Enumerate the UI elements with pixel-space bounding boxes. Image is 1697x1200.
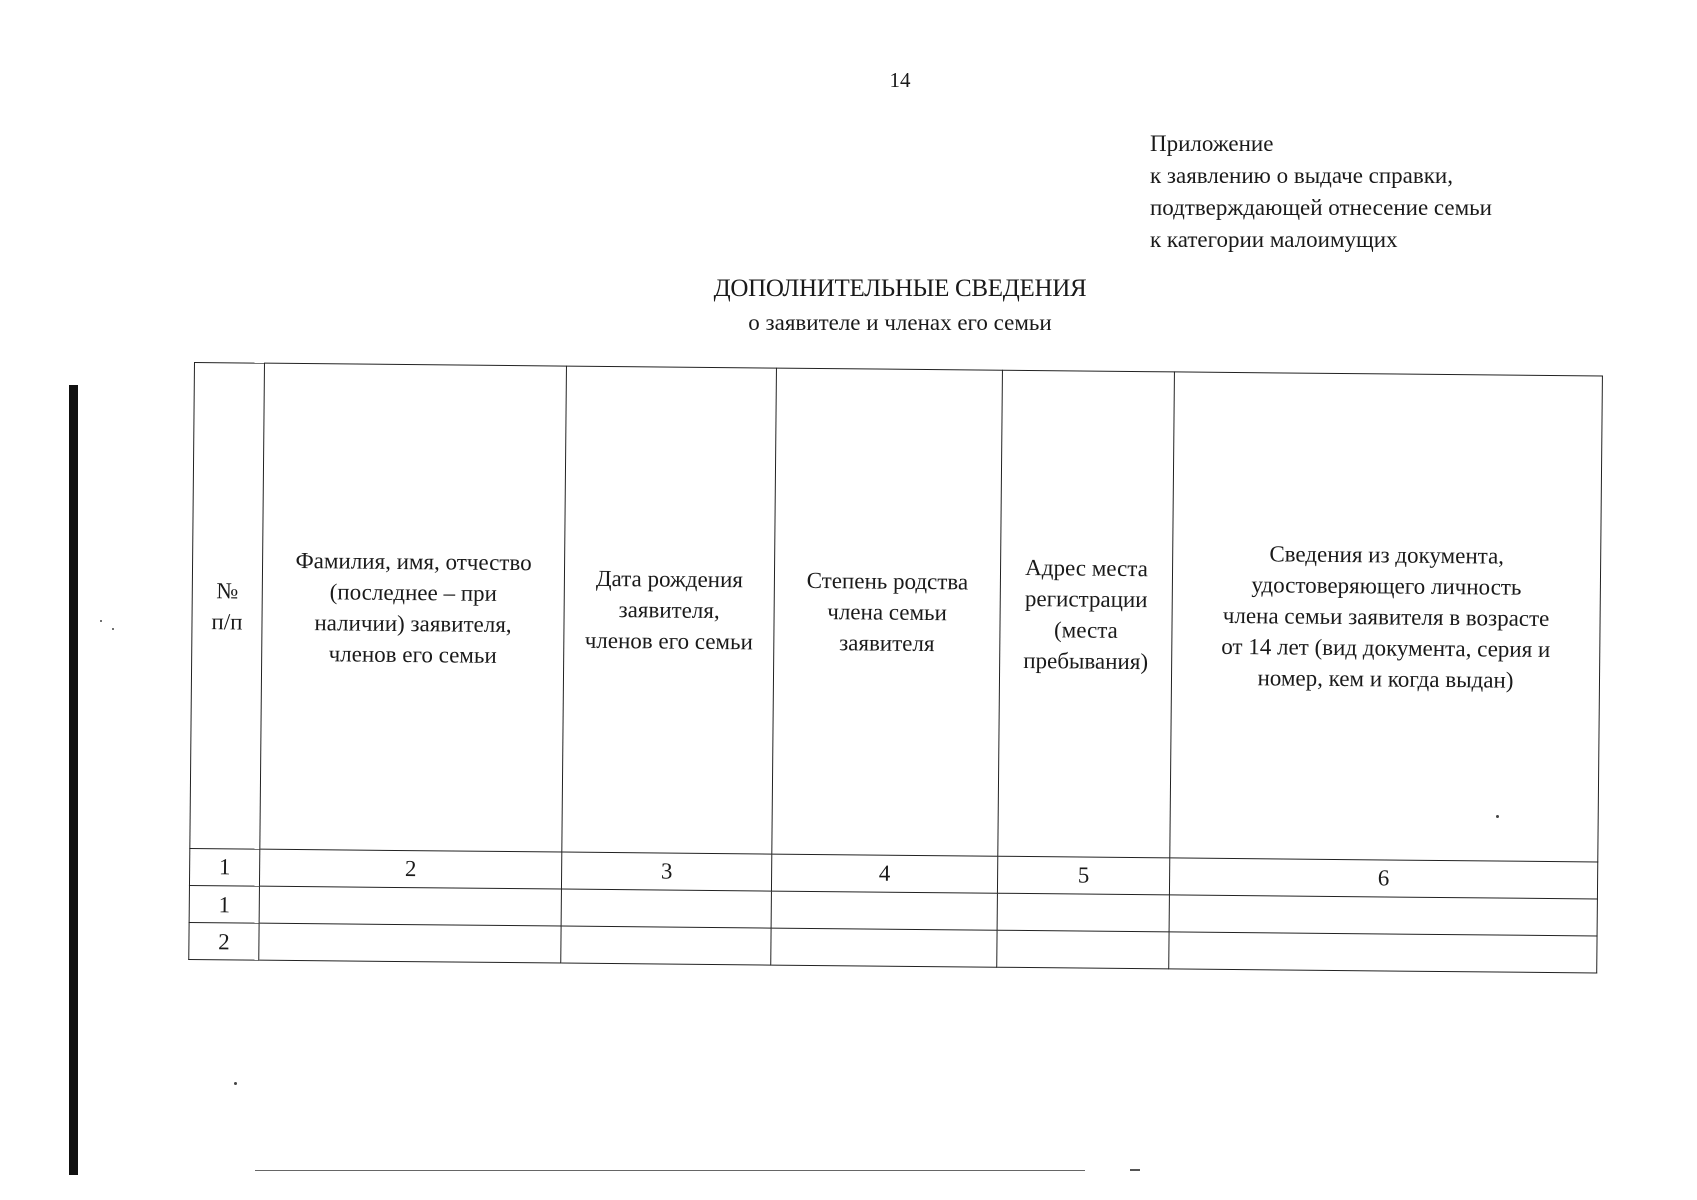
row-number-cell: 2 bbox=[189, 922, 259, 960]
appendix-line: Приложение bbox=[1150, 131, 1274, 156]
header-address: Адрес места регистрации (места пребывания) bbox=[998, 370, 1175, 858]
birth-date-cell[interactable] bbox=[561, 926, 771, 965]
appendix-line: к заявлению о выдаче справки, bbox=[1150, 163, 1453, 188]
scan-edge-bar bbox=[69, 385, 78, 1175]
column-number: 2 bbox=[259, 849, 561, 889]
table-header-row bbox=[190, 363, 1603, 862]
full-name-cell[interactable] bbox=[259, 923, 561, 963]
appendix-line: к категории малоимущих bbox=[1150, 227, 1398, 252]
document-subtitle: о заявителе и членах его семьи bbox=[748, 310, 1052, 335]
address-cell[interactable] bbox=[997, 893, 1169, 932]
scan-speck bbox=[234, 1082, 237, 1085]
row-number-cell: 1 bbox=[189, 885, 259, 923]
column-number: 5 bbox=[997, 856, 1169, 895]
scan-mark bbox=[1130, 1169, 1140, 1171]
scan-speck bbox=[112, 628, 114, 630]
column-number: 6 bbox=[1169, 858, 1597, 899]
column-number: 4 bbox=[771, 854, 997, 893]
relationship-cell[interactable] bbox=[771, 891, 997, 930]
header-full-name: Фамилия, имя, отчество (последнее – при наличии) заявителя, членов его семьи bbox=[260, 363, 567, 852]
appendix-note bbox=[1150, 128, 1492, 256]
family-info-table bbox=[188, 362, 1603, 973]
header-number: № п/п bbox=[190, 363, 265, 850]
appendix-line: подтверждающей отнесение семьи bbox=[1150, 195, 1492, 220]
address-cell[interactable] bbox=[997, 930, 1169, 969]
full-name-cell[interactable] bbox=[259, 886, 561, 926]
header-relationship: Степень родства члена семьи заявителя bbox=[772, 368, 1003, 856]
column-number: 3 bbox=[561, 852, 771, 891]
relationship-cell[interactable] bbox=[771, 928, 997, 967]
page-number: 14 bbox=[889, 68, 911, 92]
header-birth-date: Дата рождения заявителя, членов его семьи bbox=[562, 366, 777, 854]
scan-speck bbox=[1496, 815, 1499, 818]
header-id-document: Сведения из документа, удостоверяющего личность члена семьи заявителя в возрасте от 14 лет (вид документа, серия и номер, кем и когда выдан) bbox=[1170, 372, 1603, 862]
id-document-cell[interactable] bbox=[1169, 895, 1597, 936]
birth-date-cell[interactable] bbox=[561, 889, 771, 928]
signature-line bbox=[255, 1170, 1085, 1171]
scan-speck bbox=[100, 620, 102, 622]
id-document-cell[interactable] bbox=[1169, 932, 1597, 973]
document-title: ДОПОЛНИТЕЛЬНЫЕ СВЕДЕНИЯ bbox=[713, 275, 1087, 302]
column-number: 1 bbox=[189, 848, 259, 886]
